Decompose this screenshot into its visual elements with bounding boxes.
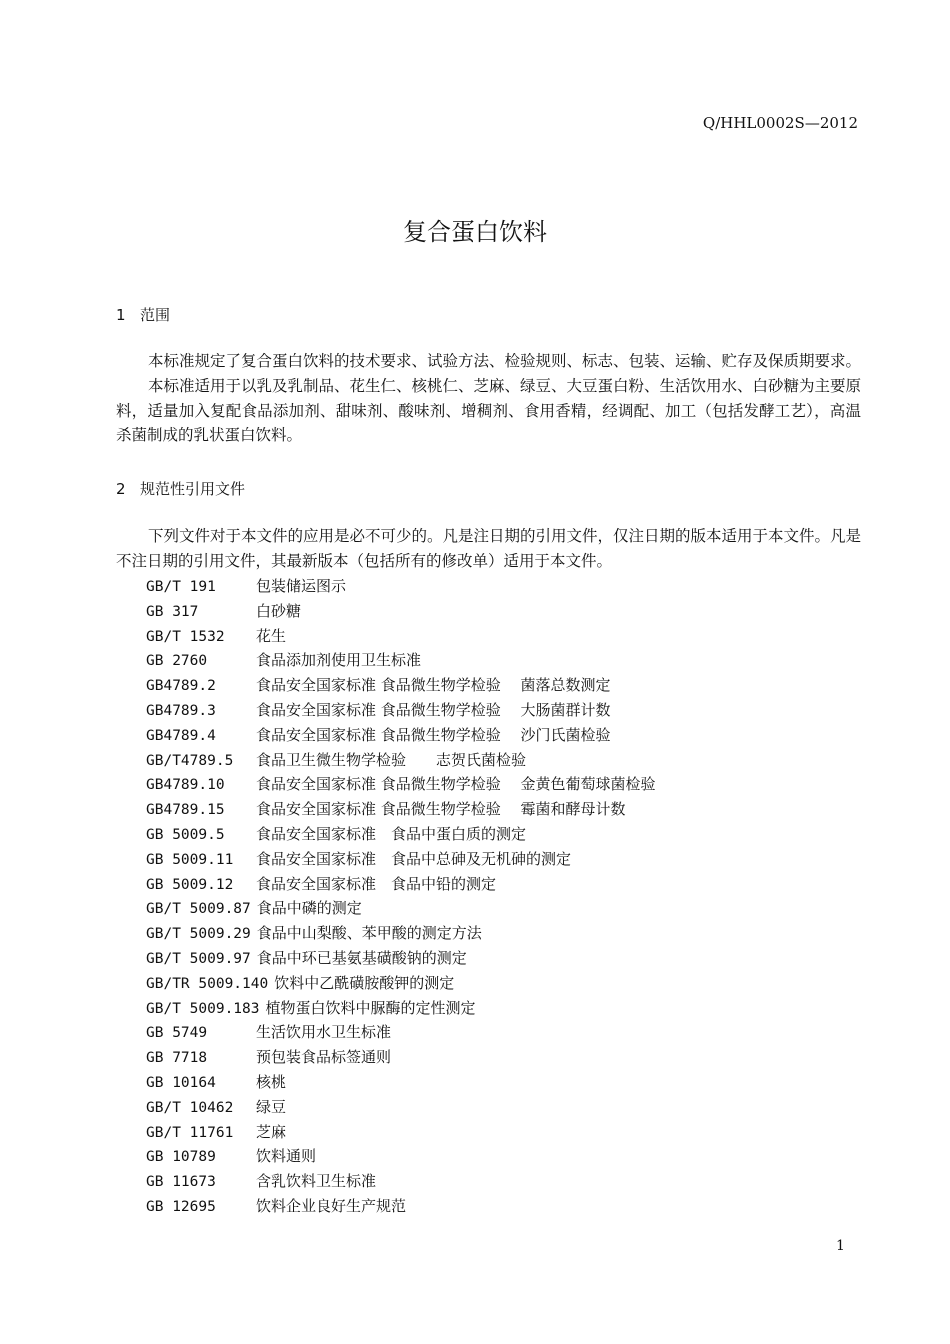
reference-name: 食品添加剂使用卫生标准 <box>256 651 422 670</box>
reference-code: GB/T 11761 <box>146 1124 234 1141</box>
reference-item <box>146 1045 656 1070</box>
section-heading-scope <box>116 304 170 325</box>
reference-code: GB 7718 <box>146 1050 208 1067</box>
reference-name: 食品中山梨酸、苯甲酸的测定方法 <box>256 924 482 943</box>
reference-code: GB4789.10 <box>146 777 225 794</box>
reference-item <box>146 1095 656 1120</box>
reference-code: GB4789.2 <box>146 678 216 695</box>
reference-code: GB/T 191 <box>146 579 216 595</box>
reference-code: GB 5009.11 <box>146 851 234 868</box>
reference-code: GB4789.4 <box>146 727 216 744</box>
reference-name: 核桃 <box>256 1072 287 1091</box>
reference-item <box>146 1070 656 1095</box>
reference-name: 预包装食品标签通则 <box>256 1048 392 1067</box>
reference-code: GB/T 10462 <box>146 1099 234 1116</box>
scope-paragraph-1: 本标准规定了复合蛋白饮料的技术要求、试验方法、检验规则、标志、包装、运输、贮存及保质期要求。 <box>148 352 862 370</box>
reference-name: 食品卫生微生物学检验 志贺氏菌检验 <box>256 750 527 769</box>
reference-code: GB 317 <box>146 603 199 620</box>
reference-item <box>146 971 656 996</box>
reference-code: GB/T4789.5 <box>146 752 234 769</box>
reference-name: 食品中磷的测定 <box>256 899 362 918</box>
reference-name: 饮料通则 <box>256 1147 317 1166</box>
reference-name: 食品安全国家标准 食品中铅的测定 <box>256 874 497 893</box>
reference-item <box>146 996 656 1021</box>
reference-name: 芝麻 <box>256 1122 287 1141</box>
reference-item <box>146 574 656 599</box>
reference-name: 植物蛋白饮料中脲酶的定性测定 <box>265 998 476 1017</box>
scope-paragraph-2: 本标准适用于以乳及乳制品、花生仁、核桃仁、芝麻、绿豆、大豆蛋白粉、生活饮用水、白砂糖为主要原料，适量加入复配食品添加剂、甜味剂、酸味剂、增稠剂、食用香精，经调配、加工（包括发酵工艺），高温杀菌制成的乳状蛋白饮料。 <box>116 377 862 444</box>
section-number: 1 <box>116 306 126 324</box>
reference-name: 含乳饮料卫生标准 <box>256 1172 377 1191</box>
reference-code: GB4789.15 <box>146 802 225 819</box>
reference-code: GB 5009.5 <box>146 826 225 843</box>
reference-code: GB4789.3 <box>146 702 216 719</box>
reference-list <box>146 574 656 1219</box>
reference-item <box>146 1144 656 1169</box>
section-number: 2 <box>116 480 126 498</box>
reference-code: GB/T 5009.87 <box>146 901 251 918</box>
reference-code: GB 11673 <box>146 1174 216 1191</box>
reference-code: GB 10789 <box>146 1149 216 1166</box>
reference-code: GB 5009.12 <box>146 876 234 893</box>
reference-code: GB 2760 <box>146 653 208 670</box>
reference-item <box>146 797 656 822</box>
reference-item <box>146 624 656 649</box>
reference-item <box>146 748 656 773</box>
reference-item <box>146 847 656 872</box>
reference-item <box>146 723 656 748</box>
reference-item <box>146 946 656 971</box>
reference-name: 食品安全国家标准 食品中总砷及无机砷的测定 <box>256 849 572 868</box>
reference-item <box>146 872 656 897</box>
reference-item <box>146 648 656 673</box>
reference-name: 食品安全国家标准 食品微生物学检验 沙门氏菌检验 <box>256 725 611 744</box>
reference-name: 食品安全国家标准 食品微生物学检验 菌落总数测定 <box>256 676 611 695</box>
reference-code: GB/TR 5009.140 <box>146 975 269 992</box>
reference-name: 花生 <box>256 626 287 645</box>
reference-item <box>146 673 656 698</box>
reference-code: GB/T 5009.183 <box>146 1000 260 1017</box>
reference-item <box>146 1020 656 1045</box>
reference-code: GB/T 5009.29 <box>146 926 251 943</box>
reference-code: GB 12695 <box>146 1198 216 1215</box>
reference-name: 食品安全国家标准 食品微生物学检验 大肠菌群计数 <box>256 700 611 719</box>
reference-code: GB/T 5009.97 <box>146 950 251 967</box>
reference-name: 饮料中乙酰磺胺酸钾的测定 <box>274 973 455 992</box>
document-title: 复合蛋白饮料 <box>403 218 547 246</box>
reference-name: 食品安全国家标准 食品微生物学检验 金黄色葡萄球菌检验 <box>256 775 656 794</box>
page-number: 1 <box>836 1238 845 1254</box>
reference-item <box>146 921 656 946</box>
reference-item <box>146 1194 656 1219</box>
reference-name: 生活饮用水卫生标准 <box>256 1023 392 1042</box>
document-code: Q/HHL0002S—2012 <box>702 114 858 132</box>
reference-name: 包装储运图示 <box>256 577 347 595</box>
reference-code: GB 5749 <box>146 1025 208 1042</box>
reference-item <box>146 772 656 797</box>
reference-name: 食品安全国家标准 食品中蛋白质的测定 <box>256 824 527 843</box>
reference-item <box>146 1169 656 1194</box>
section-title: 范围 <box>140 306 171 324</box>
reference-item <box>146 896 656 921</box>
reference-name: 绿豆 <box>256 1097 287 1116</box>
reference-code: GB/T 1532 <box>146 628 225 645</box>
references-intro-paragraph: 下列文件对于本文件的应用是必不可少的。凡是注日期的引用文件，仅注日期的版本适用于本文件。凡是不注日期的引用文件，其最新版本（包括所有的修改单）适用于本文件。 <box>116 527 862 570</box>
section-heading-references <box>116 478 245 499</box>
reference-name: 白砂糖 <box>256 601 302 620</box>
reference-item <box>146 698 656 723</box>
reference-name: 食品中环已基氨基磺酸钠的测定 <box>256 948 467 967</box>
section-title: 规范性引用文件 <box>140 480 246 498</box>
reference-name: 食品安全国家标准 食品微生物学检验 霉菌和酵母计数 <box>256 800 626 819</box>
reference-item <box>146 1120 656 1145</box>
reference-name: 饮料企业良好生产规范 <box>256 1196 407 1215</box>
reference-item <box>146 822 656 847</box>
reference-code: GB 10164 <box>146 1074 216 1091</box>
reference-item <box>146 599 656 624</box>
